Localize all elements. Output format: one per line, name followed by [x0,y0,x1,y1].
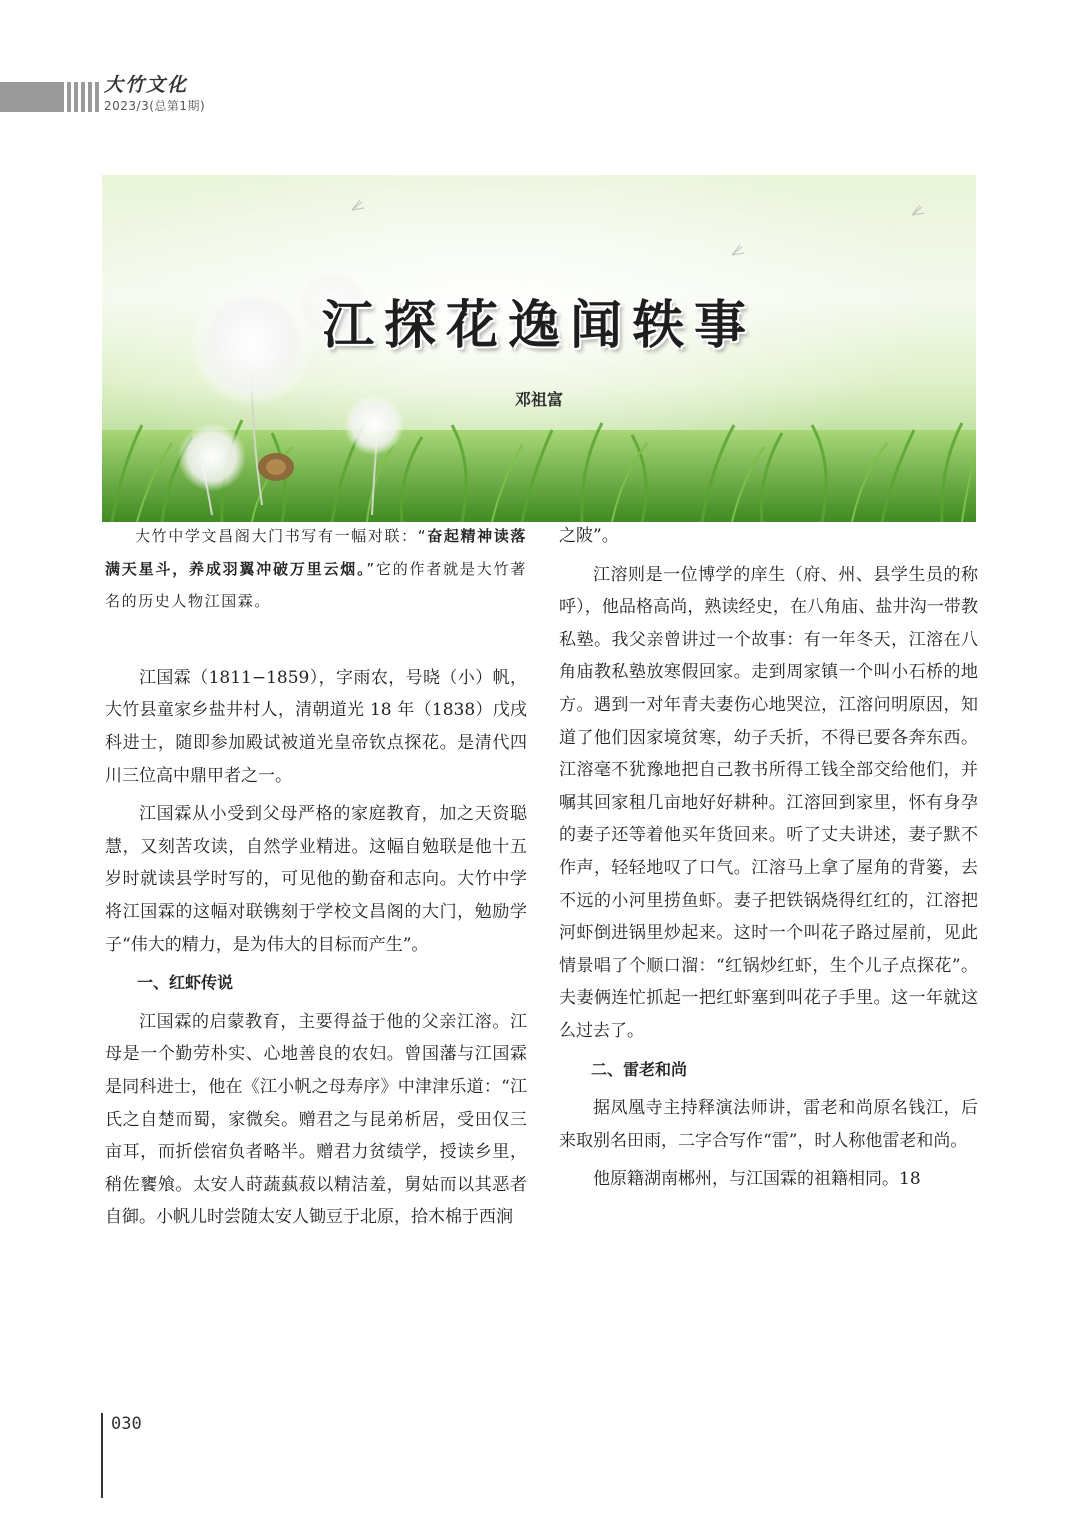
article-title: 江探花逸闻轶事 [321,296,756,356]
couplet-intro [105,520,527,618]
magazine-name: 大竹文化 [104,74,189,96]
couplet-lead: 大竹中学文昌阁大门书写有一幅对联：“ [135,527,428,545]
couplet-paragraph [105,520,527,618]
paragraph: 江国霖从小受到父母严格的家庭教育，加之天资聪慧，又刻苦攻读，自然学业精进。这幅自勉联是他十五岁时就读县学时写的，可见他的勤奋和志向。大竹中学将江国霖的这幅对联镌刻于学校文昌阁的大门，勉励学子“伟大的精力，是为伟大的目标而产生”。 [105,804,527,955]
issue-number: 2023/3(总第1期) [104,99,206,113]
section-heading-2: 二、雷老和尚 [591,1059,688,1079]
left-column [105,520,527,1234]
section-heading-1: 一、红虾传说 [137,973,234,993]
footer-rule [101,1413,103,1498]
paragraph: 江国霖的启蒙教育，主要得益于他的父亲江溶。江母是一个勤劳朴实、心地善良的农妇。曾国藩与江国霖是同科进士，他在《江小帆之母寿序》中津津乐道：“江氏之自楚而蜀，家微矣。赠君之与昆弟析居，受田仅三亩耳，而折偿宿负者略半。赠君力贫绩学，授读乡里，稍佐饔飧。太安人莳蔬蓺菽以精洁羞，舅姑而以其恶者自御。小帆儿时尝随太安人锄豆于北原，拾木棉于西涧 [105,1011,527,1228]
masthead [104,70,205,114]
page-number: 030 [111,1414,142,1434]
header-stripes [0,82,102,112]
paragraph: 江溶则是一位博学的庠生（府、州、县学生员的称呼），他品格高尚，熟读经史，在八角庙、盐井沟一带教私塾。我父亲曾讲过一个故事：有一年冬天，江溶在八角庙教私塾放寒假回家。走到周家镇一个叫小石桥的地方。遇到一对年青夫妻伤心地哭泣，江溶问明原因，知道了他们因家境贫寒，幼子夭折，不得已要各奔东西。江溶毫不犹豫地把自己教书所得工钱全部交给他们，并嘱其回家租几亩地好好耕种。江溶回到家里，怀有身孕的妻子还等着他买年货回来。听了丈夫讲述，妻子默不作声，轻轻地叹了口气。江溶马上拿了屋角的背篓，去不远的小河里捞鱼虾。妻子把铁锅烧得红红的，江溶把河虾倒进锅里炒起来。这时一个叫花子路过屋前，见此情景唱了个顺口溜：“红锅炒红虾，生个儿子点探花”。夫妻俩连忙抓起一把红虾塞到叫花子手里。这一年就这么过去了。 [559,564,978,1041]
paragraph-continuation: 之陂”。 [559,526,619,546]
couplet-tail: ”它的作者就是大竹著名的历史人物江国霖。 [105,559,527,611]
paragraph: 他原籍湖南郴州，与江国霖的祖籍相同。18 [593,1169,921,1190]
title-banner [102,175,976,522]
article-author: 邓祖富 [514,390,563,409]
paragraph: 据凤凰寺主持释演法师讲，雷老和尚原名钱江，后来取别名田雨，二字合写作“雷”，时人称他雷老和尚。 [559,1098,978,1151]
right-column [559,520,978,1196]
couplet-text: 奋起精神读落满天星斗，养成羽翼冲破万里云烟。 [105,527,528,578]
paragraph: 江国霖（1811−1859），字雨农，号晓（小）帆，大竹县童家乡盐井村人，清朝道光 18 年（1838）戊戌科进士，随即参加殿试被道光皇帝钦点探花。是清代四川三位高中鼎甲者之一。 [105,667,527,786]
